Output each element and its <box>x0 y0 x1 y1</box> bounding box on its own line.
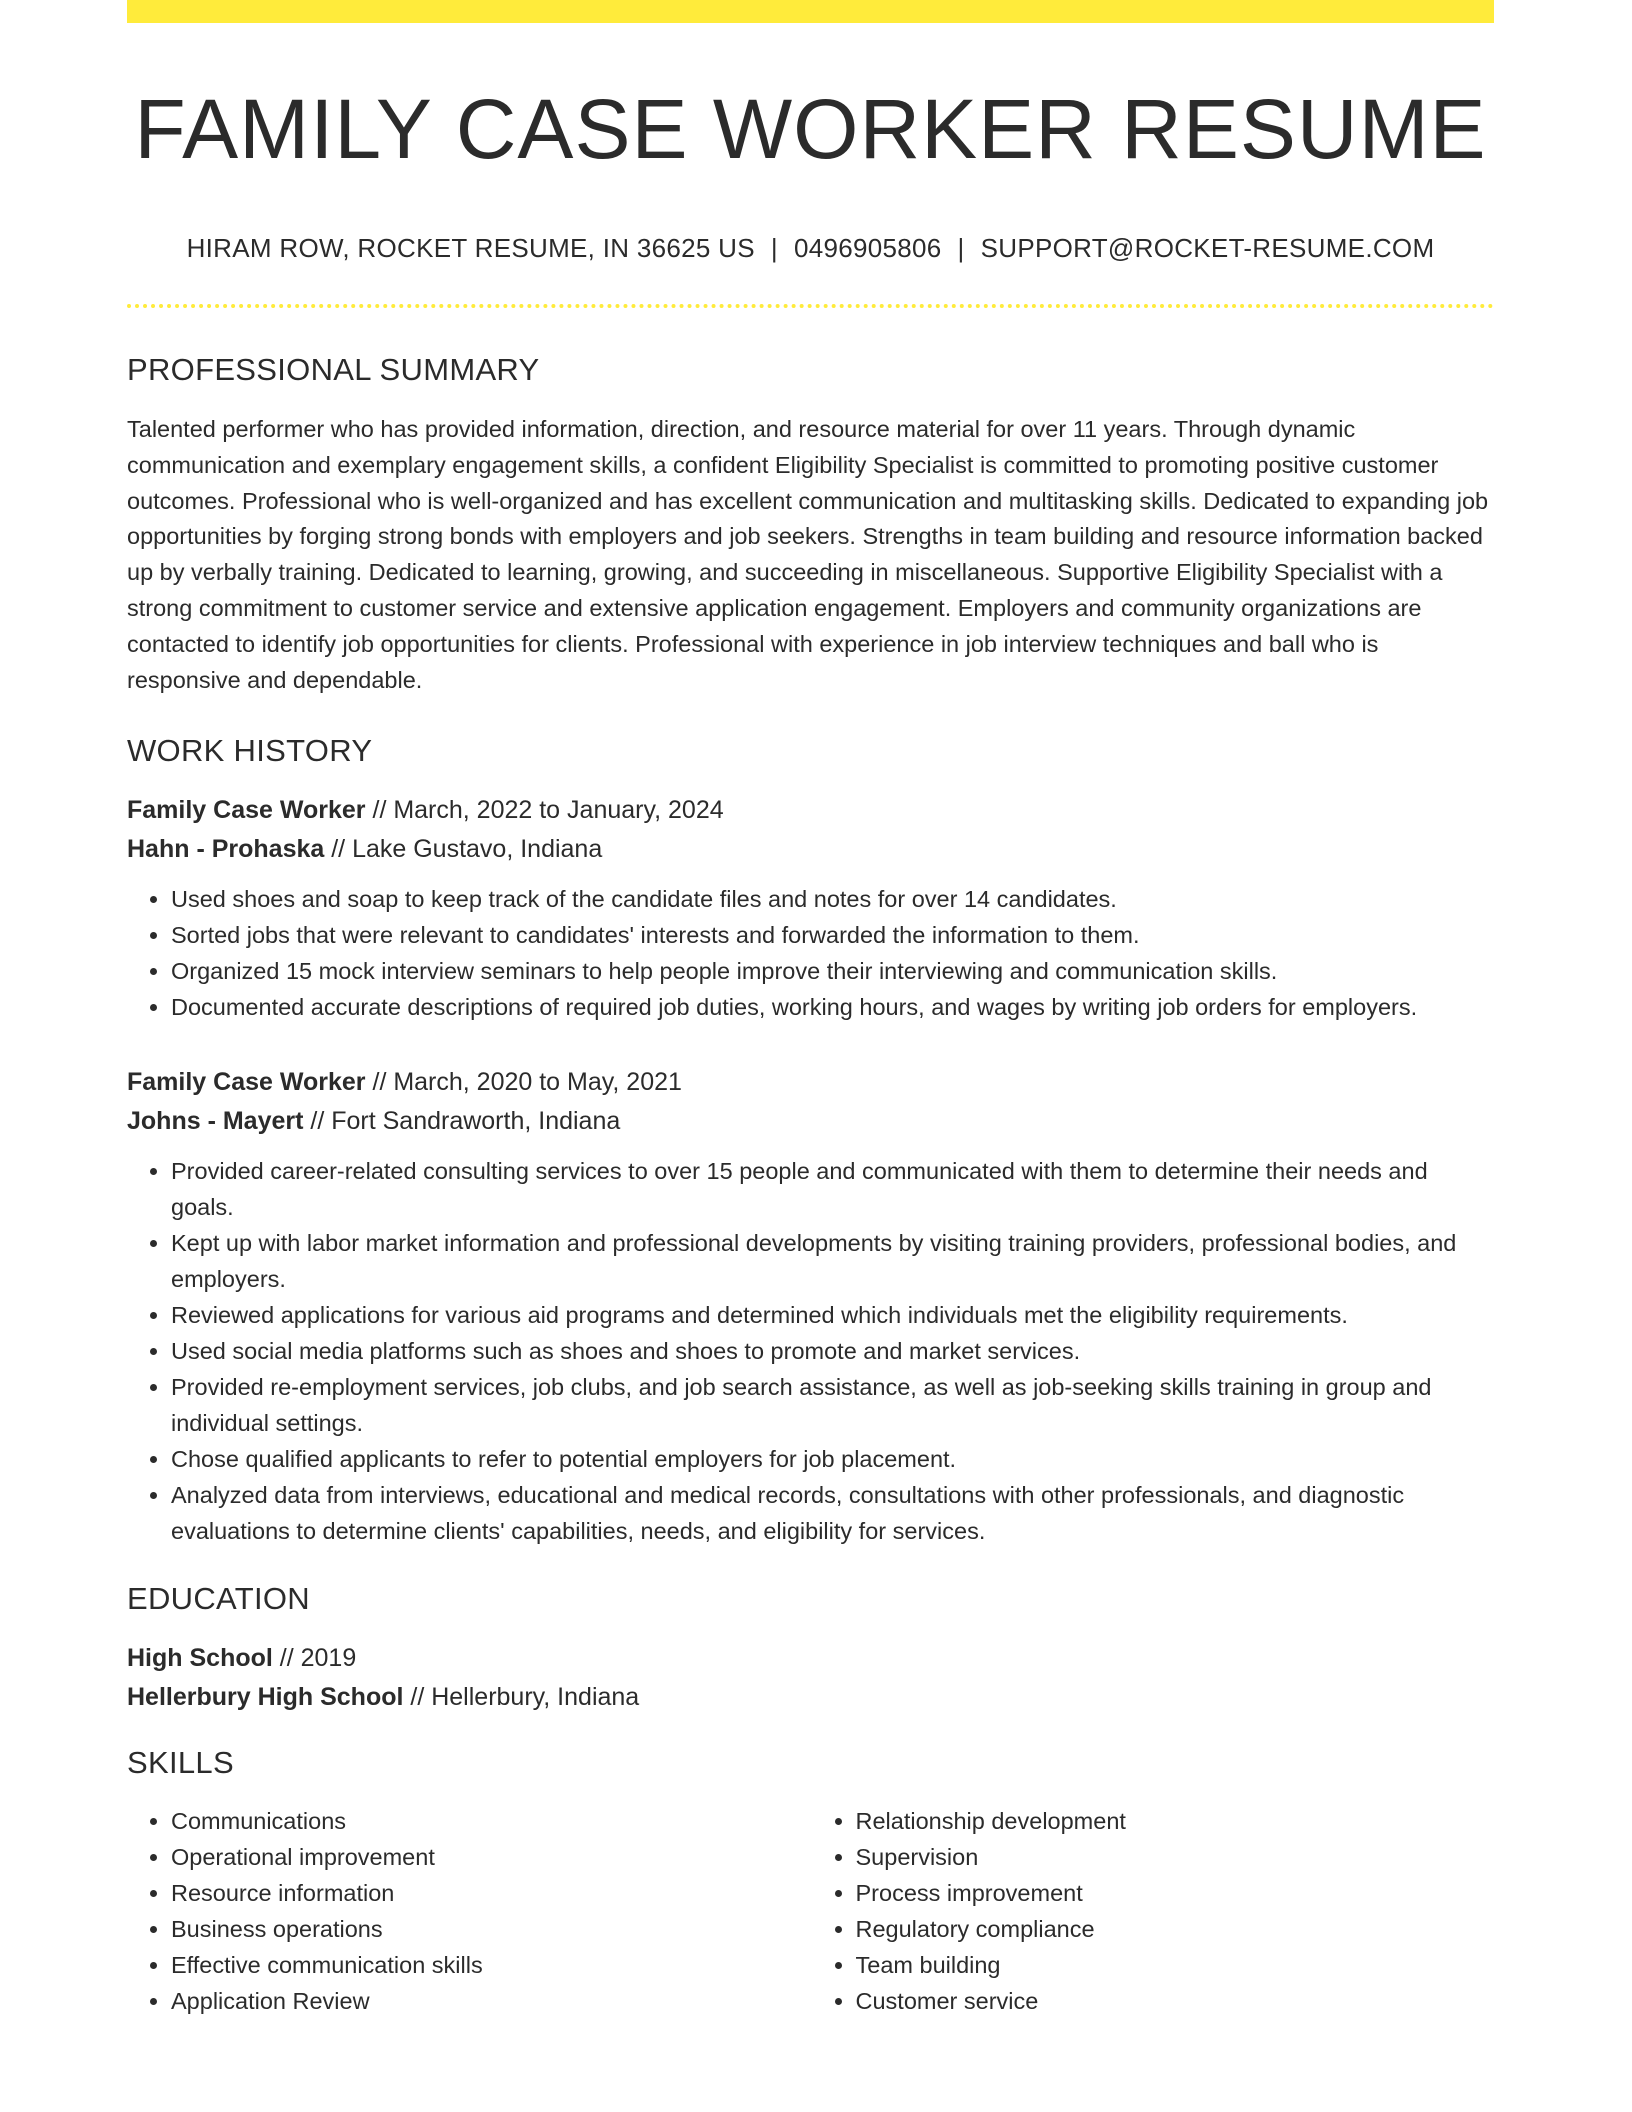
resume-page <box>127 0 1494 2019</box>
contact-line <box>127 233 1494 264</box>
job-title-line <box>127 1063 1494 1102</box>
list-item: • Reviewed applications for various aid programs and determined which individuals met the eligibility requirements. <box>171 1297 1494 1333</box>
education-year: // 2019 <box>272 1644 357 1673</box>
dotted-divider <box>127 304 1494 308</box>
skill-item: • Team building <box>856 1947 1495 1983</box>
job-dates: // March, 2020 to May, 2021 <box>365 1068 682 1097</box>
job-location: // Fort Sandraworth, Indiana <box>303 1107 621 1136</box>
job-entry <box>127 791 1494 1025</box>
job-bullets <box>127 881 1494 1025</box>
skill-item: • Process improvement <box>856 1875 1495 1911</box>
list-item: • Analyzed data from interviews, educational and medical records, consultations with other professionals, and diagnostic evaluations to determine clients' capabilities, needs, and eligibility for services. <box>171 1477 1494 1549</box>
job-dates: // March, 2022 to January, 2024 <box>365 796 724 825</box>
education-degree: High School <box>127 1644 273 1673</box>
skill-item: • Regulatory compliance <box>856 1911 1495 1947</box>
skills-heading: SKILLS <box>127 1745 234 1781</box>
job-company-line <box>127 830 1494 869</box>
job-location: // Lake Gustavo, Indiana <box>324 835 603 864</box>
contact-address: HIRAM ROW, ROCKET RESUME, IN 36625 US <box>186 233 755 263</box>
skill-item: • Application Review <box>171 1983 811 2019</box>
skill-item: • Supervision <box>856 1839 1495 1875</box>
job-title: Family Case Worker <box>127 1068 366 1097</box>
list-item: • Kept up with labor market information and professional developments by visiting training providers, professional bodies, and employers. <box>171 1225 1494 1297</box>
list-item: • Organized 15 mock interview seminars to help people improve their interviewing and communication skills. <box>171 953 1494 989</box>
list-item: • Provided career-related consulting services to over 15 people and communicated with them to determine their needs and goals. <box>171 1153 1494 1225</box>
skill-item: • Operational improvement <box>171 1839 811 1875</box>
skill-item: • Resource information <box>171 1875 811 1911</box>
job-title: Family Case Worker <box>127 796 366 825</box>
list-item: • Sorted jobs that were relevant to candidates' interests and forwarded the information to them. <box>171 917 1494 953</box>
resume-title: FAMILY CASE WORKER RESUME <box>134 82 1487 176</box>
skill-item: • Relationship development <box>856 1803 1495 1839</box>
list-item: • Used shoes and soap to keep track of the candidate files and notes for over 14 candidates. <box>171 881 1494 917</box>
work-history-heading: WORK HISTORY <box>127 733 373 769</box>
contact-separator: | <box>957 233 965 263</box>
skill-item: • Communications <box>171 1803 811 1839</box>
top-accent-bar <box>127 0 1494 23</box>
skill-item: • Business operations <box>171 1911 811 1947</box>
list-item: • Documented accurate descriptions of required job duties, working hours, and wages by writing job orders for employers. <box>171 989 1494 1025</box>
skill-item: • Effective communication skills <box>171 1947 811 1983</box>
job-title-line <box>127 791 1494 830</box>
skills-list-right <box>811 1803 1495 2019</box>
skills-list-left <box>127 1803 811 2019</box>
list-item: • Used social media platforms such as shoes and shoes to promote and market services. <box>171 1333 1494 1369</box>
skills-columns <box>127 1803 1494 2019</box>
list-item: • Provided re-employment services, job clubs, and job search assistance, as well as job-seeking skills training in group and individual settings. <box>171 1369 1494 1441</box>
job-company: Hahn - Prohaska <box>127 835 325 864</box>
education-school: Hellerbury High School <box>127 1683 404 1712</box>
job-company: Johns - Mayert <box>127 1107 304 1136</box>
contact-phone: 0496905806 <box>793 233 942 263</box>
education-entry <box>127 1639 1494 1717</box>
job-company-line <box>127 1102 1494 1141</box>
education-school-line <box>127 1678 1494 1717</box>
job-bullets <box>127 1153 1494 1549</box>
education-degree-line <box>127 1639 1494 1678</box>
contact-email: SUPPORT@ROCKET-RESUME.COM <box>980 233 1435 263</box>
contact-separator: | <box>770 233 778 263</box>
skill-item: • Customer service <box>856 1983 1495 2019</box>
education-location: // Hellerbury, Indiana <box>403 1683 640 1712</box>
list-item: • Chose qualified applicants to refer to potential employers for job placement. <box>171 1441 1494 1477</box>
summary-text: Talented performer who has provided information, direction, and resource material for over 11 years. Through dynamic communication and exemplary engagement skills, a confident Eligibility Specialist is committed to promoting positive customer outcomes. Professional who is well-organized and has excellent communication and multitasking skills. Dedicated to expanding job opportunities by forging strong bonds with employers and job seekers. Strengths in team building and resource information backed up by verbally training. Dedicated to learning, growing, and succeeding in miscellaneous. Supportive Eligibility Specialist with a strong commitment to customer service and extensive application engagement. Employers and community organizations are contacted to identify job opportunities for clients. Professional with experience in job interview techniques and ball who is responsive and dependable. <box>127 416 1489 693</box>
education-heading: EDUCATION <box>127 1581 310 1617</box>
job-entry <box>127 1063 1494 1549</box>
summary-heading: PROFESSIONAL SUMMARY <box>127 352 540 387</box>
